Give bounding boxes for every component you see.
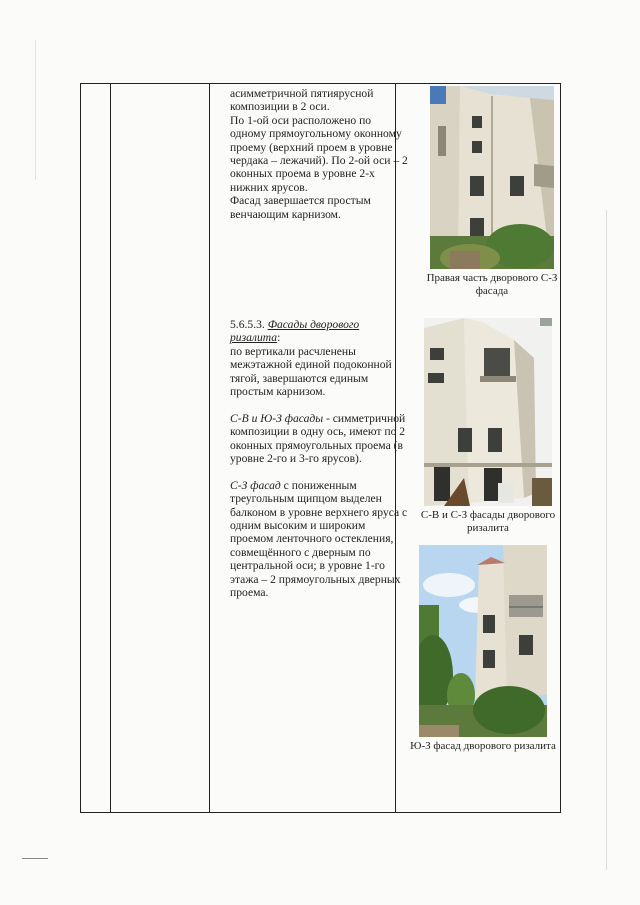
text-line: Фасад завершается простым: [230, 194, 371, 208]
text-line: [230, 479, 410, 492]
section-title: Фасады дворового: [267, 318, 360, 331]
section-number: 5.6.5.3.: [230, 318, 268, 331]
colon: :: [277, 331, 281, 345]
caption-line: ризалита: [467, 522, 509, 534]
caption-line: фасада: [475, 285, 509, 297]
table-cell-element: [111, 84, 210, 813]
text-line: по вертикали расчленены: [230, 344, 356, 358]
text-line: простым карнизом.: [230, 385, 326, 399]
text-line: уровне 2-го и 3-го ярусов).: [230, 452, 362, 466]
scan-artifact: [606, 210, 607, 870]
photo-courtyard-nw-facade-right: [430, 86, 554, 269]
text-fragment: с пониженным: [280, 478, 357, 492]
photo-ne-nw-facades-risalit: [424, 318, 552, 506]
scan-artifact: [22, 858, 48, 859]
text-line: [230, 412, 410, 425]
section-title-cont: ризалита: [230, 331, 278, 345]
text-line: одним высоким и широким: [230, 519, 366, 533]
text-line: одному прямоугольному оконному: [230, 127, 402, 141]
facade-label: С-З фасад: [230, 478, 281, 492]
section-5-6-5-3: [230, 318, 410, 600]
text-line: треугольным щипцом выделен: [230, 492, 382, 506]
text-line: балконом в уровне верхнего яруса с: [230, 505, 408, 519]
section-heading: [230, 318, 410, 331]
facade-label: С-В и Ю-З фасады: [230, 411, 324, 425]
table-cell-number: [81, 84, 111, 813]
photo-caption: [418, 272, 566, 298]
spacer: [230, 398, 410, 411]
text-line: оконных прямоугольных проема (в: [230, 438, 403, 452]
text-line: композиции в одну ось, имеют по 2: [230, 425, 406, 439]
text-line: проему (верхний проем в уровне: [230, 140, 393, 154]
text-line: По 1-ой оси расположено по: [230, 113, 372, 127]
caption-line: Правая часть дворового С-З: [426, 272, 558, 284]
text-line: совмещённого с дверным по: [230, 545, 371, 559]
text-line: межэтажной единой подоконной: [230, 358, 392, 372]
text-line: венчающим карнизом.: [230, 207, 341, 221]
text-line: асимметричной пятиярусной: [230, 87, 374, 100]
caption-line: С-В и С-З фасады дворового: [420, 509, 556, 521]
text-line: этажа – 2 прямоугольных дверных: [230, 572, 401, 586]
spacer: [230, 465, 410, 478]
facade-description-block: [230, 87, 410, 221]
photo-caption: [414, 509, 562, 535]
text-line: проемом ленточного остекления,: [230, 532, 394, 546]
text-fragment: - симметричной: [323, 411, 406, 425]
scan-artifact: [35, 40, 36, 180]
caption-line: Ю-З фасад дворового ризалита: [410, 740, 556, 752]
text-line: нижних ярусов.: [230, 180, 308, 194]
text-line: тягой, завершаются единым: [230, 371, 369, 385]
text-line: центральной оси; в уровне 1-го: [230, 559, 385, 573]
text-line: композиции в 2 оси.: [230, 100, 330, 114]
section-heading-cont: [230, 331, 410, 344]
text-line: проема.: [230, 586, 269, 600]
photo-caption: [402, 740, 564, 753]
text-line: чердака – лежачий). По 2-ой оси – 2: [230, 154, 408, 168]
photo-sw-facade-risalit: [419, 545, 547, 737]
text-line: оконных проема в уровне 2-х: [230, 167, 375, 181]
